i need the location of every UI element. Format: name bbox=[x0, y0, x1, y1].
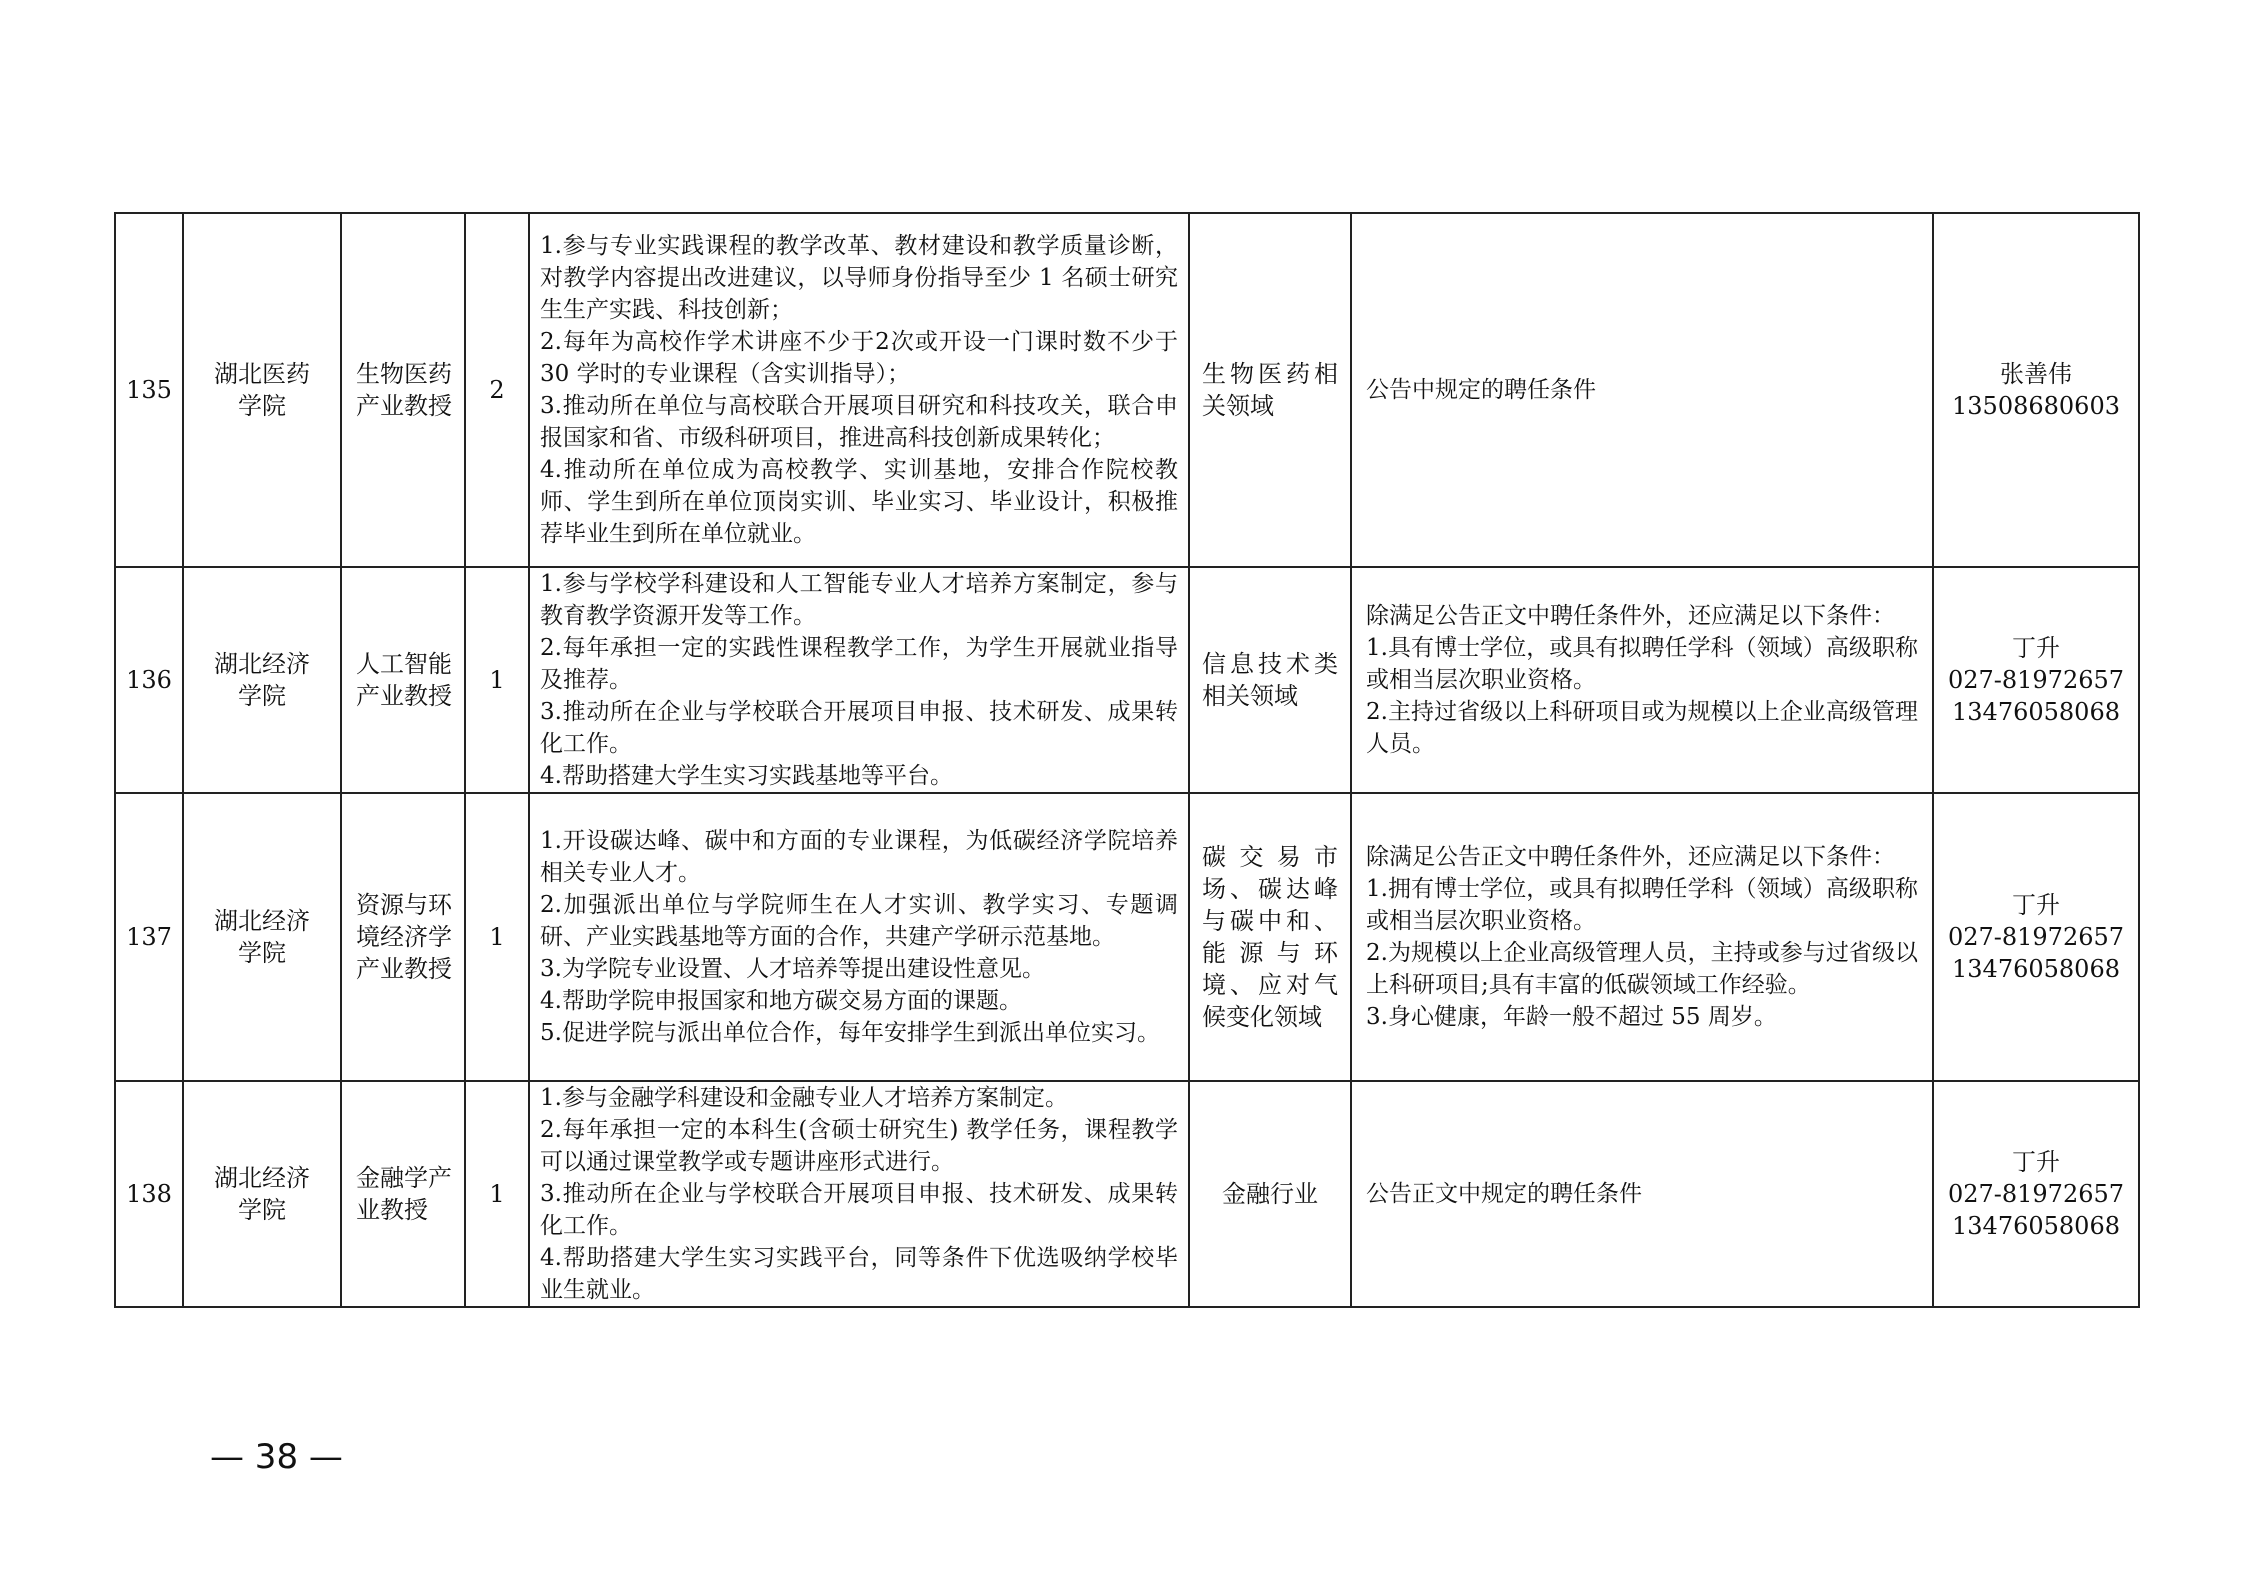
contact-phone: 027-81972657 bbox=[1947, 1180, 2125, 1208]
contact-name: 丁升 bbox=[2012, 634, 2060, 662]
contact-name: 张善伟 bbox=[2000, 360, 2072, 388]
requirements bbox=[1351, 1081, 1933, 1307]
professional-field: 碳交易市场、碳达峰与碳中和、能源与环境、应对气候变化领域 bbox=[1189, 793, 1351, 1081]
requirement-item: 1.拥有博士学位，或具有拟聘任学科（领域）高级职称或相当层次职业资格。 bbox=[1366, 876, 1918, 934]
headcount: 1 bbox=[465, 567, 529, 793]
contact-info bbox=[1933, 213, 2139, 567]
employer-unit: 湖北经济学院 bbox=[183, 793, 341, 1081]
positions-table bbox=[114, 212, 2140, 1308]
duty-item: 4.推动所在单位成为高校教学、实训基地，安排合作院校教师、学生到所在单位顶岗实训、毕业实习、毕业设计，积极推荐毕业生到所在单位就业。 bbox=[540, 457, 1178, 547]
employer-unit: 湖北经济学院 bbox=[183, 1081, 341, 1307]
employer-unit: 湖北经济学院 bbox=[183, 567, 341, 793]
job-duties bbox=[529, 793, 1189, 1081]
headcount: 2 bbox=[465, 213, 529, 567]
table-row bbox=[115, 1081, 2139, 1307]
professional-field: 金融行业 bbox=[1189, 1081, 1351, 1307]
row-number: 135 bbox=[115, 213, 183, 567]
table-row bbox=[115, 793, 2139, 1081]
duty-item: 1.参与专业实践课程的教学改革、教材建设和教学质量诊断，对教学内容提出改进建议，以导师身份指导至少 1 名硕士研究生生产实践、科技创新； bbox=[540, 233, 1178, 323]
contact-info bbox=[1933, 567, 2139, 793]
requirement-item: 除满足公告正文中聘任条件外，还应满足以下条件： bbox=[1366, 844, 1895, 870]
position-title: 人工智能产业教授 bbox=[341, 567, 465, 793]
contact-name: 丁升 bbox=[2012, 891, 2060, 919]
requirements bbox=[1351, 567, 1933, 793]
requirements bbox=[1351, 213, 1933, 567]
duty-item: 3.为学院专业设置、人才培养等提出建设性意见。 bbox=[540, 956, 1045, 982]
duty-item: 2.每年承担一定的本科生(含硕士研究生) 教学任务，课程教学可以通过课堂教学或专题讲座形式进行。 bbox=[540, 1117, 1178, 1175]
table-row bbox=[115, 213, 2139, 567]
duty-item: 4.帮助搭建大学生实习实践平台，同等条件下优选吸纳学校毕业生就业。 bbox=[540, 1245, 1178, 1303]
requirement-item: 2.为规模以上企业高级管理人员，主持或参与过省级以上科研项目;具有丰富的低碳领域工作经验。 bbox=[1366, 940, 1918, 998]
contact-name: 丁升 bbox=[2012, 1148, 2060, 1176]
professional-field: 生物医药相关领域 bbox=[1189, 213, 1351, 567]
requirement-item: 公告正文中规定的聘任条件 bbox=[1366, 1181, 1642, 1207]
requirement-item: 公告中规定的聘任条件 bbox=[1366, 377, 1596, 403]
contact-phone: 027-81972657 bbox=[1947, 666, 2125, 694]
requirement-item: 3.身心健康，年龄一般不超过 55 周岁。 bbox=[1366, 1004, 1777, 1030]
contact-info bbox=[1933, 793, 2139, 1081]
duty-item: 2.每年承担一定的实践性课程教学工作，为学生开展就业指导及推荐。 bbox=[540, 635, 1178, 693]
position-title: 金融学产业教授 bbox=[341, 1081, 465, 1307]
duty-item: 3.推动所在单位与高校联合开展项目研究和科技攻关，联合申报国家和省、市级科研项目，推进高科技创新成果转化； bbox=[540, 393, 1178, 451]
requirements bbox=[1351, 793, 1933, 1081]
contact-phone: 13508680603 bbox=[1952, 392, 2120, 420]
position-title: 生物医药产业教授 bbox=[341, 213, 465, 567]
row-number: 136 bbox=[115, 567, 183, 793]
table-row bbox=[115, 567, 2139, 793]
job-duties bbox=[529, 213, 1189, 567]
position-title: 资源与环境经济学产业教授 bbox=[341, 793, 465, 1081]
employer-unit: 湖北医药学院 bbox=[183, 213, 341, 567]
requirement-item: 2.主持过省级以上科研项目或为规模以上企业高级管理人员。 bbox=[1366, 699, 1918, 757]
duty-item: 4.帮助搭建大学生实习实践基地等平台。 bbox=[540, 763, 953, 789]
job-duties bbox=[529, 1081, 1189, 1307]
headcount: 1 bbox=[465, 793, 529, 1081]
duty-item: 2.加强派出单位与学院师生在人才实训、教学实习、专题调研、产业实践基地等方面的合作，共建产学研示范基地。 bbox=[540, 892, 1178, 950]
duty-item: 1.开设碳达峰、碳中和方面的专业课程，为低碳经济学院培养相关专业人才。 bbox=[540, 828, 1178, 886]
contact-phone: 027-81972657 bbox=[1947, 923, 2125, 951]
job-duties bbox=[529, 567, 1189, 793]
headcount: 1 bbox=[465, 1081, 529, 1307]
professional-field: 信息技术类相关领域 bbox=[1189, 567, 1351, 793]
page-number: — 38 — bbox=[210, 1437, 343, 1477]
duty-item: 3.推动所在企业与学校联合开展项目申报、技术研发、成果转化工作。 bbox=[540, 1181, 1178, 1239]
duty-item: 3.推动所在企业与学校联合开展项目申报、技术研发、成果转化工作。 bbox=[540, 699, 1178, 757]
contact-phone: 13476058068 bbox=[1952, 698, 2120, 726]
duty-item: 4.帮助学院申报国家和地方碳交易方面的课题。 bbox=[540, 988, 1022, 1014]
duty-item: 2.每年为高校作学术讲座不少于2次或开设一门课时数不少于 30 学时的专业课程（含实训指导）； bbox=[540, 329, 1178, 387]
contact-phone: 13476058068 bbox=[1952, 955, 2120, 983]
row-number: 138 bbox=[115, 1081, 183, 1307]
contact-phone: 13476058068 bbox=[1952, 1212, 2120, 1240]
contact-info bbox=[1933, 1081, 2139, 1307]
row-number: 137 bbox=[115, 793, 183, 1081]
duty-item: 1.参与金融学科建设和金融专业人才培养方案制定。 bbox=[540, 1085, 1068, 1111]
requirement-item: 除满足公告正文中聘任条件外，还应满足以下条件： bbox=[1366, 603, 1895, 629]
requirement-item: 1.具有博士学位，或具有拟聘任学科（领域）高级职称或相当层次职业资格。 bbox=[1366, 635, 1918, 693]
duty-item: 1.参与学校学科建设和人工智能专业人才培养方案制定，参与教育教学资源开发等工作。 bbox=[540, 571, 1178, 629]
duty-item: 5.促进学院与派出单位合作，每年安排学生到派出单位实习。 bbox=[540, 1020, 1160, 1046]
